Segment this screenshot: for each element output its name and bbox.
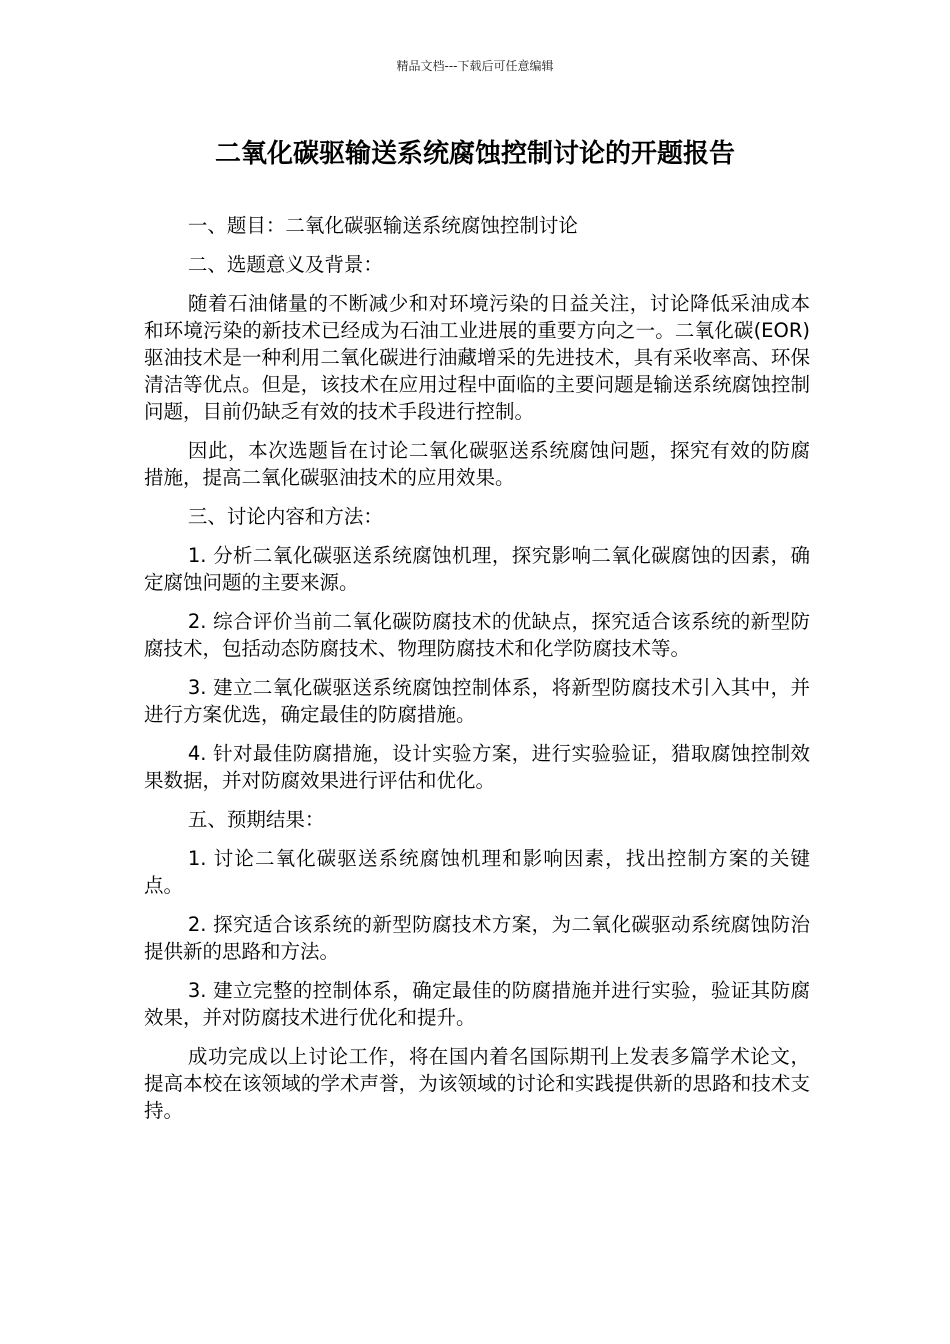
paragraph-purpose: 因此，本次选题旨在讨论二氧化碳驱送系统腐蚀问题，探究有效的防腐措施，提高二氧化碳驱油技术的应用效果。 [144,439,810,489]
list-item-result-3: 3. 建立完整的控制体系，确定最佳的防腐措施并进行实验，验证其防腐效果，并对防腐技术进行优化和提升。 [144,979,810,1029]
document-body [144,212,810,1136]
paragraph-background: 随着石油储量的不断减少和对环境污染的日益关注，讨论降低采油成本和环境污染的新技术已经成为石油工业进展的重要方向之一。二氧化碳(EOR)驱油技术是一种利用二氧化碳进行油藏增采的先进技术，具有采收率高、环保清洁等优点。但是，该技术在应用过程中面临的主要问题是输送系统腐蚀控制问题，目前仍缺乏有效的技术手段进行控制。 [144,292,810,423]
paragraph-conclusion: 成功完成以上讨论工作，将在国内着名国际期刊上发表多篇学术论文，提高本校在该领域的学术声誉，为该领域的讨论和实践提供新的思路和技术支持。 [144,1045,810,1122]
list-item-method-3: 3. 建立二氧化碳驱送系统腐蚀控制体系，将新型防腐技术引入其中，并进行方案优选，确定最佳的防腐措施。 [144,676,810,726]
list-item-method-4: 4. 针对最佳防腐措施，设计实验方案，进行实验验证，猎取腐蚀控制效果数据，并对防腐效果进行评估和优化。 [144,742,810,792]
list-item-result-1: 1. 讨论二氧化碳驱送系统腐蚀机理和影响因素，找出控制方案的关键点。 [144,847,810,897]
list-item-method-2: 2. 综合评价当前二氧化碳防腐技术的优缺点，探究适合该系统的新型防腐技术，包括动态防腐技术、物理防腐技术和化学防腐技术等。 [144,610,810,660]
section-heading-methods: 三、讨论内容和方法： [187,505,383,528]
list-item-result-2: 2. 探究适合该系统的新型防腐技术方案，为二氧化碳驱动系统腐蚀防治提供新的思路和方法。 [144,913,810,963]
header-note: 精品文档---下载后可任意编辑 [396,59,554,73]
section-heading-results: 五、预期结果： [187,808,325,831]
list-item-method-1: 1. 分析二氧化碳驱送系统腐蚀机理，探究影响二氧化碳腐蚀的因素，确定腐蚀问题的主要来源。 [144,544,810,594]
document-title: 二氧化碳驱输送系统腐蚀控制讨论的开题报告 [214,139,735,169]
section-heading-background: 二、选题意义及背景： [187,253,383,276]
section-heading-topic: 一、题目：二氧化碳驱输送系统腐蚀控制讨论 [187,214,578,237]
